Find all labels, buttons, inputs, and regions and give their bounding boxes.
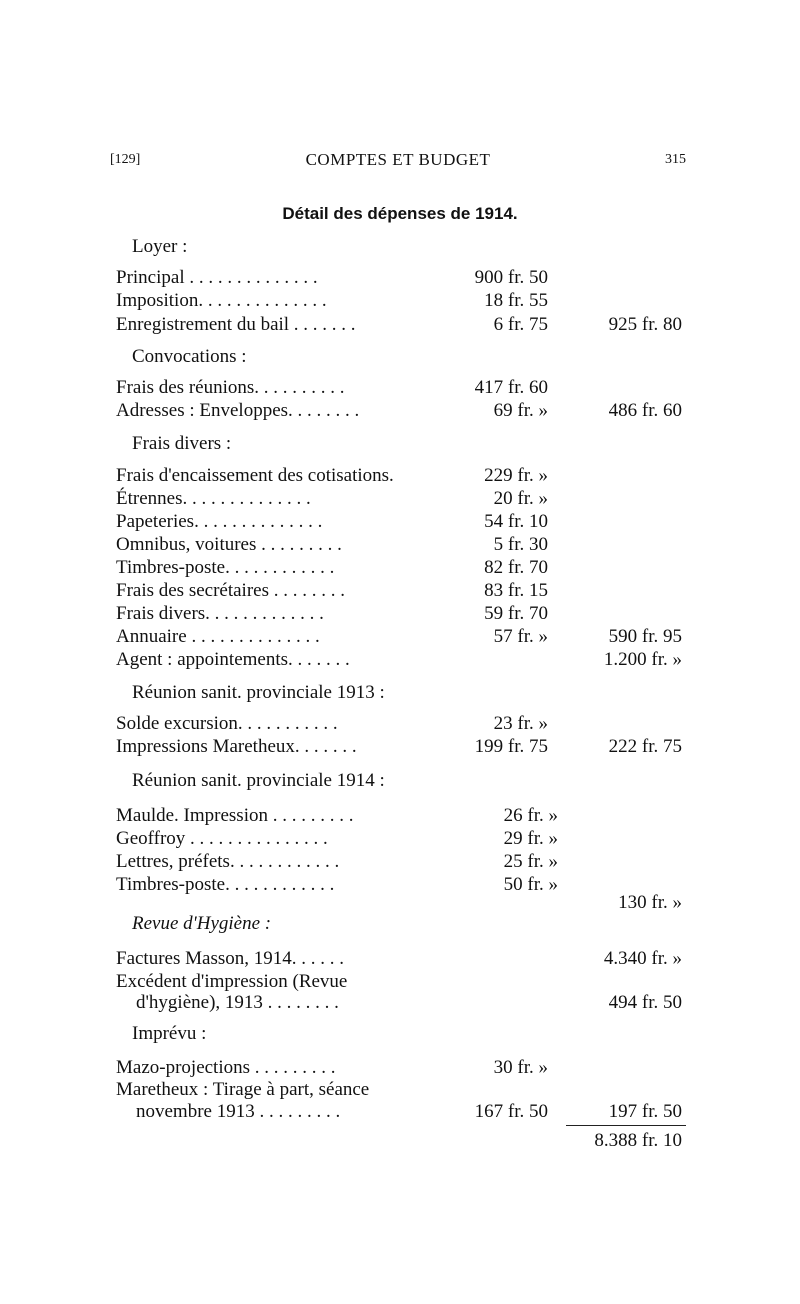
- expense-row: Factures Masson, 1914. . . . . . 4.340 fr. »: [116, 948, 682, 969]
- expense-row: Principal . . . . . . . . . . . . . . 900 fr. 50: [116, 267, 548, 288]
- expense-row: Omnibus, voitures . . . . . . . . . 5 fr. 30: [116, 534, 548, 555]
- expense-row: Solde excursion. . . . . . . . . . . 23 fr. »: [116, 713, 548, 734]
- page-reference: [129]: [110, 152, 141, 167]
- expense-row: Excédent d'impression (Revue: [116, 971, 348, 992]
- expense-row: Maulde. Impression . . . . . . . . . 26 fr. »: [116, 805, 558, 826]
- running-title: COMPTES ET BUDGET: [305, 150, 491, 169]
- expense-row: Enregistrement du bail . . . . . . . 6 fr. 75 925 fr. 80: [116, 314, 682, 335]
- section-title-reunion-1914: Réunion sanit. provinciale 1914 :: [132, 770, 385, 791]
- expense-row: Frais d'encaissement des cotisations. 229 fr. »: [116, 465, 548, 486]
- expense-row: Timbres-poste. . . . . . . . . . . . 82 fr. 70: [116, 557, 548, 578]
- expense-row: Agent : appointements. . . . . . . 1.200 fr. »: [116, 649, 682, 670]
- expense-row: Impressions Maretheux. . . . . . . 199 fr. 75 222 fr. 75: [116, 736, 682, 757]
- section-title-frais-divers: Frais divers :: [132, 433, 232, 454]
- section-title-convocations: Convocations :: [132, 346, 247, 367]
- section-total-row: 130 fr. »: [618, 892, 682, 913]
- expense-row: Frais divers. . . . . . . . . . . . . 59 fr. 70: [116, 603, 548, 624]
- expense-row: Geoffroy . . . . . . . . . . . . . . . 29 fr. »: [116, 828, 558, 849]
- page-heading: Détail des dépenses de 1914.: [282, 204, 518, 223]
- expense-row: Frais des secrétaires . . . . . . . . 83 fr. 15: [116, 580, 548, 601]
- expense-row: novembre 1913 . . . . . . . . . 167 fr. 50 197 fr. 50: [136, 1101, 682, 1122]
- page-number: 315: [665, 152, 686, 167]
- section-title-revue-hygiene: Revue d'Hygiène :: [132, 913, 272, 934]
- section-title-imprevu: Imprévu :: [132, 1023, 207, 1044]
- section-title-reunion-1913: Réunion sanit. provinciale 1913 :: [132, 682, 385, 703]
- expense-row: Lettres, préfets. . . . . . . . . . . . 25 fr. »: [116, 851, 558, 872]
- expense-row: d'hygiène), 1913 . . . . . . . . 494 fr. 50: [136, 992, 682, 1013]
- expense-row: Timbres-poste. . . . . . . . . . . . 50 fr. »: [116, 874, 558, 895]
- expense-row: Maretheux : Tirage à part, séance: [116, 1079, 370, 1100]
- expense-row: Papeteries. . . . . . . . . . . . . . 54 fr. 10: [116, 511, 548, 532]
- expense-row: Annuaire . . . . . . . . . . . . . . 57 fr. » 590 fr. 95: [116, 626, 682, 647]
- expense-row: Étrennes. . . . . . . . . . . . . . 20 fr. »: [116, 488, 548, 509]
- expense-row: Mazo-projections . . . . . . . . . 30 fr. »: [116, 1057, 548, 1078]
- total-rule: [566, 1125, 686, 1126]
- grand-total-row: [0, 1129, 800, 1152]
- grand-total: 8.388 fr. 10: [594, 1130, 682, 1151]
- expense-row: Adresses : Enveloppes. . . . . . . . 69 fr. » 486 fr. 60: [116, 400, 682, 421]
- expense-row: Imposition. . . . . . . . . . . . . . 18 fr. 55: [116, 290, 548, 311]
- expense-row: Frais des réunions. . . . . . . . . . 417 fr. 60: [116, 377, 548, 398]
- section-title-loyer: Loyer :: [132, 236, 188, 257]
